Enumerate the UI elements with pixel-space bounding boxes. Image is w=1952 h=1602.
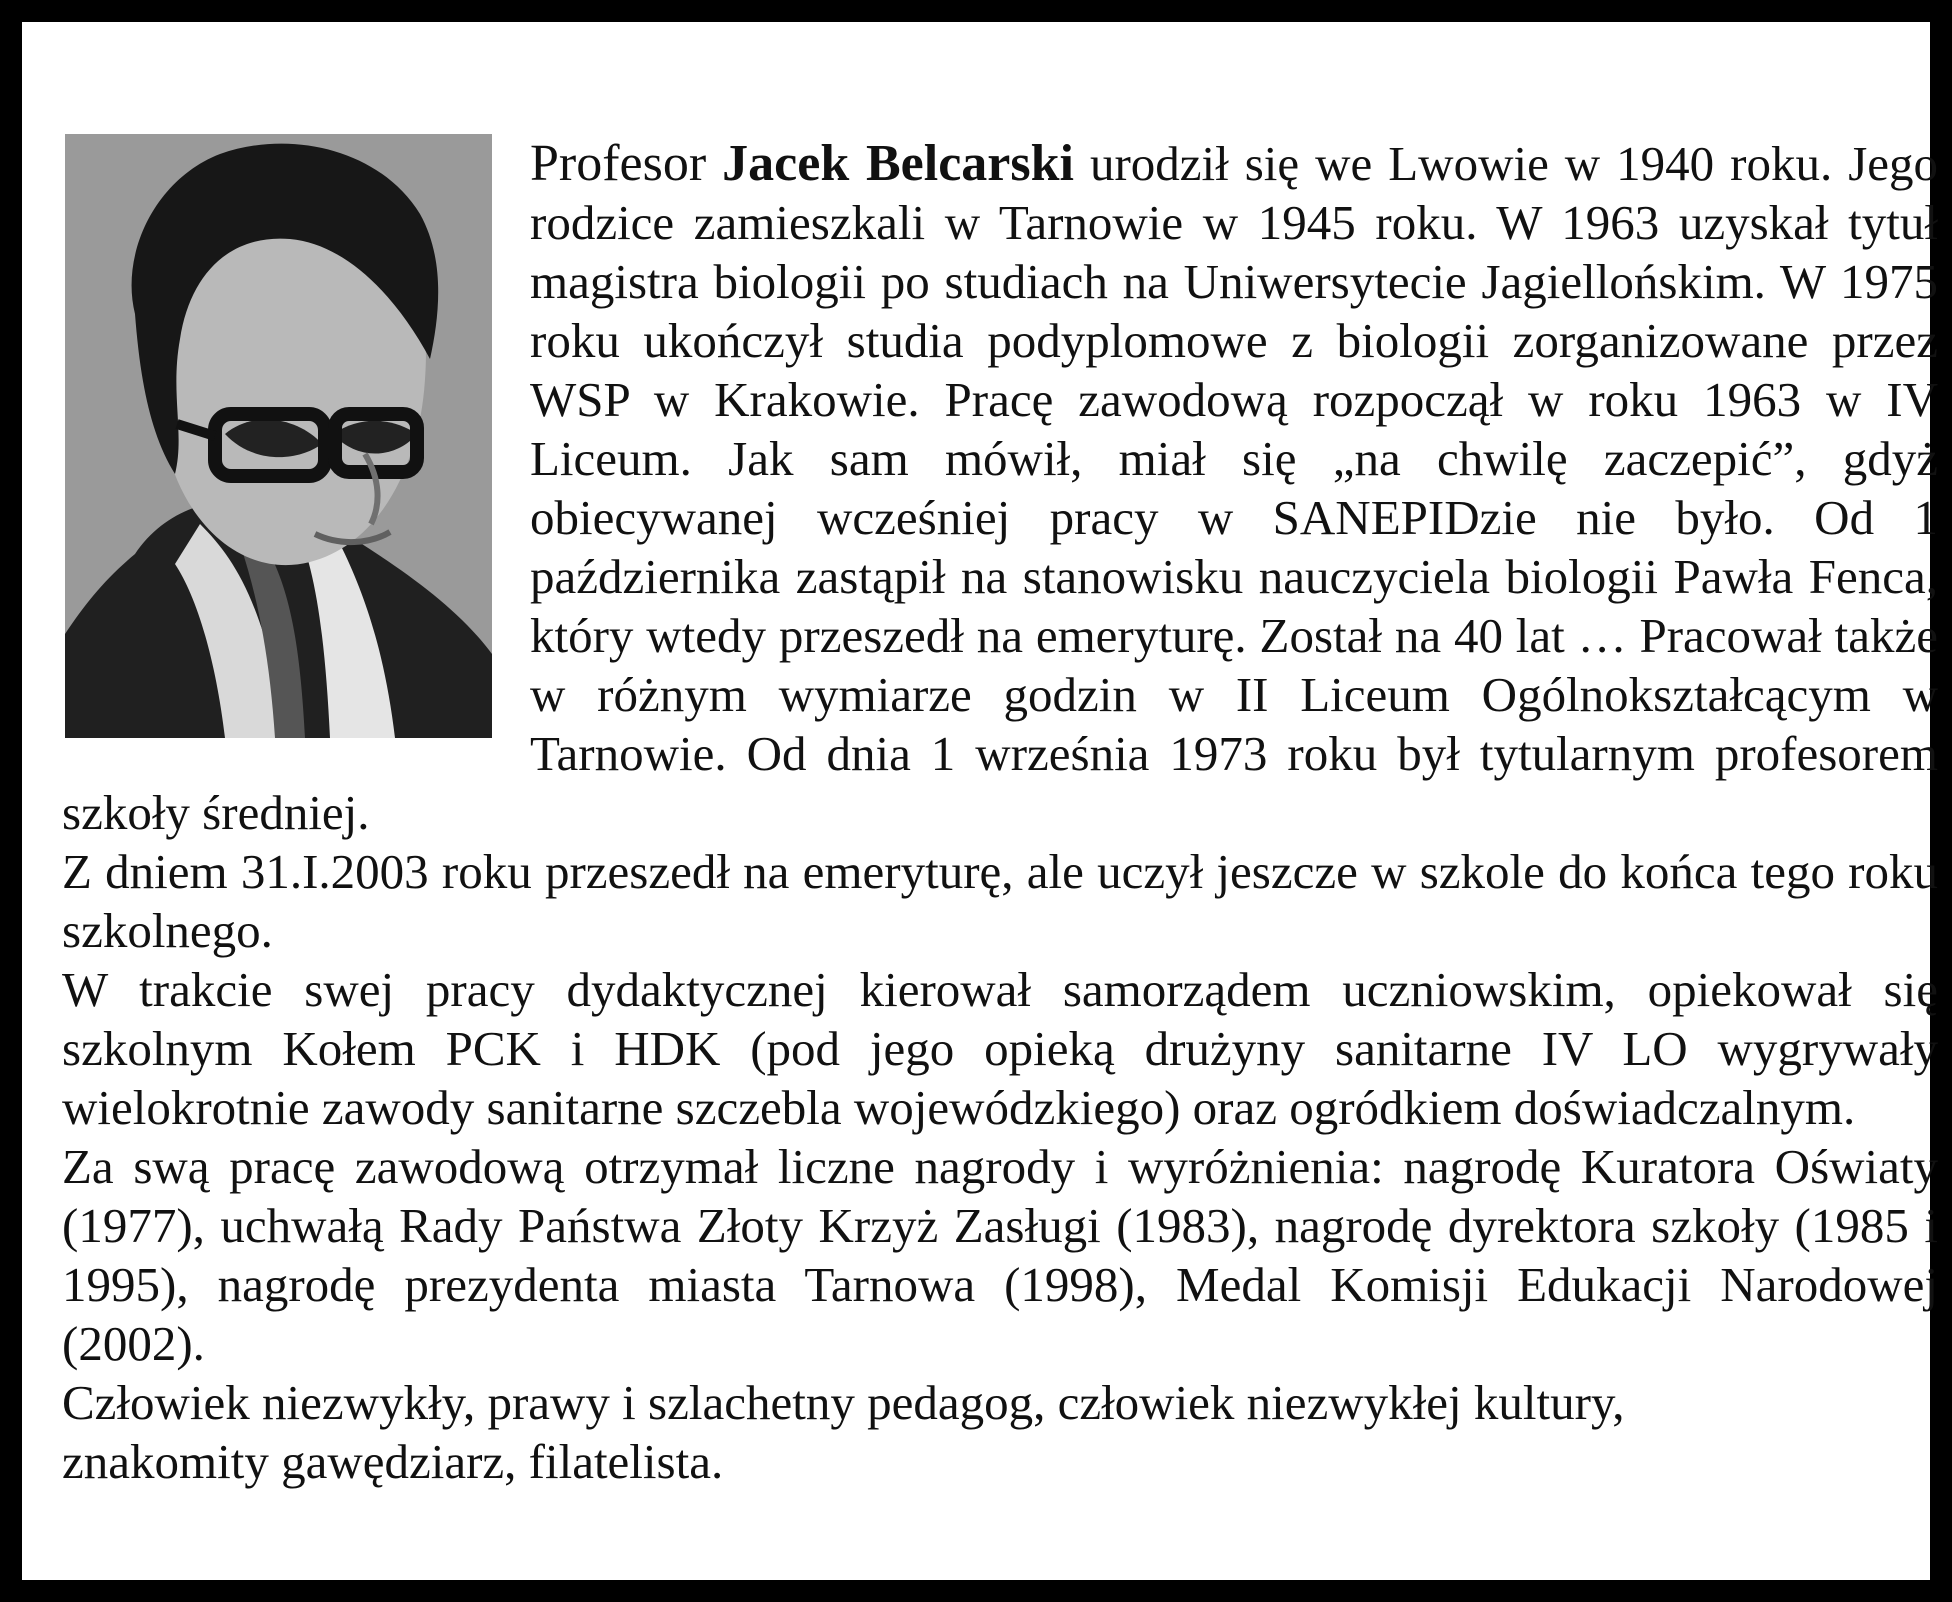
retirement-paragraph: Z dniem 31.I.2003 roku przeszedł na emeryturę, ale uczył jeszcze w szkole do końca tego roku szkolnego. [62,844,1938,958]
portrait-photo [65,134,492,738]
activities-paragraph: W trakcie swej pracy dydaktycznej kierował samorządem uczniowskim, opiekował się szkolnym Kołem PCK i HDK (pod jego opieką drużyny sanitarne IV LO wygrywały wielokrotnie zawody sanitarne szczebla wojewódzkiego) oraz ogródkiem doświadczalnym. [62,962,1938,1135]
tribute-line-2: znakomity gawędziarz, filatelista. [62,1434,724,1489]
intro-text: urodził się we Lwowie w 1940 roku. Jego rodzice zamieszkali w Tarnowie w 1945 roku. W 1963 uzyskał tytuł magistra biologii po studiach na Uniwersytecie Jagiellońskim. W 1975 roku ukończył studia podyplomowe z biologii zorganizowane przez WSP w Krakowie. Pracę zawodową rozpoczął w roku 1963 w IV Liceum. Jak sam mówił, miał się „na chwilę zaczepić”, gdyż obiecywanej wcześniej pracy w SANEPIDzie nie było. Od 1 października zastąpił na stanowisku nauczyciela biologii Pawła Fenca, który wtedy przeszedł na emeryturę. Został na 40 lat … Pracował także w różnym wymiarze godzin w II Liceum Ogólnokształcącym w Tarnowie. Od dnia 1 września 1973 roku był tytularnym profesorem szkoły średniej. [62,136,1939,840]
person-name: Jacek Belcarski [722,135,1074,192]
intro-prefix: Profesor [530,135,707,192]
portrait-image [65,134,492,738]
awards-paragraph: Za swą pracę zawodową otrzymał liczne nagrody i wyróżnienia: nagrodę Kuratora Oświaty (1977), uchwałą Rady Państwa Złoty Krzyż Zasługi (1983), nagrodę dyrektora szkoły (1985 i 1995), nagrodę prezydenta miasta Tarnowa (1998), Medal Komisji Edukacji Narodowej (2002). [62,1139,1938,1371]
biography-text [62,134,1938,1491]
tribute-line-1: Człowiek niezwykły, prawy i szlachetny pedagog, człowiek niezwykłej kultury, [62,1375,1625,1430]
